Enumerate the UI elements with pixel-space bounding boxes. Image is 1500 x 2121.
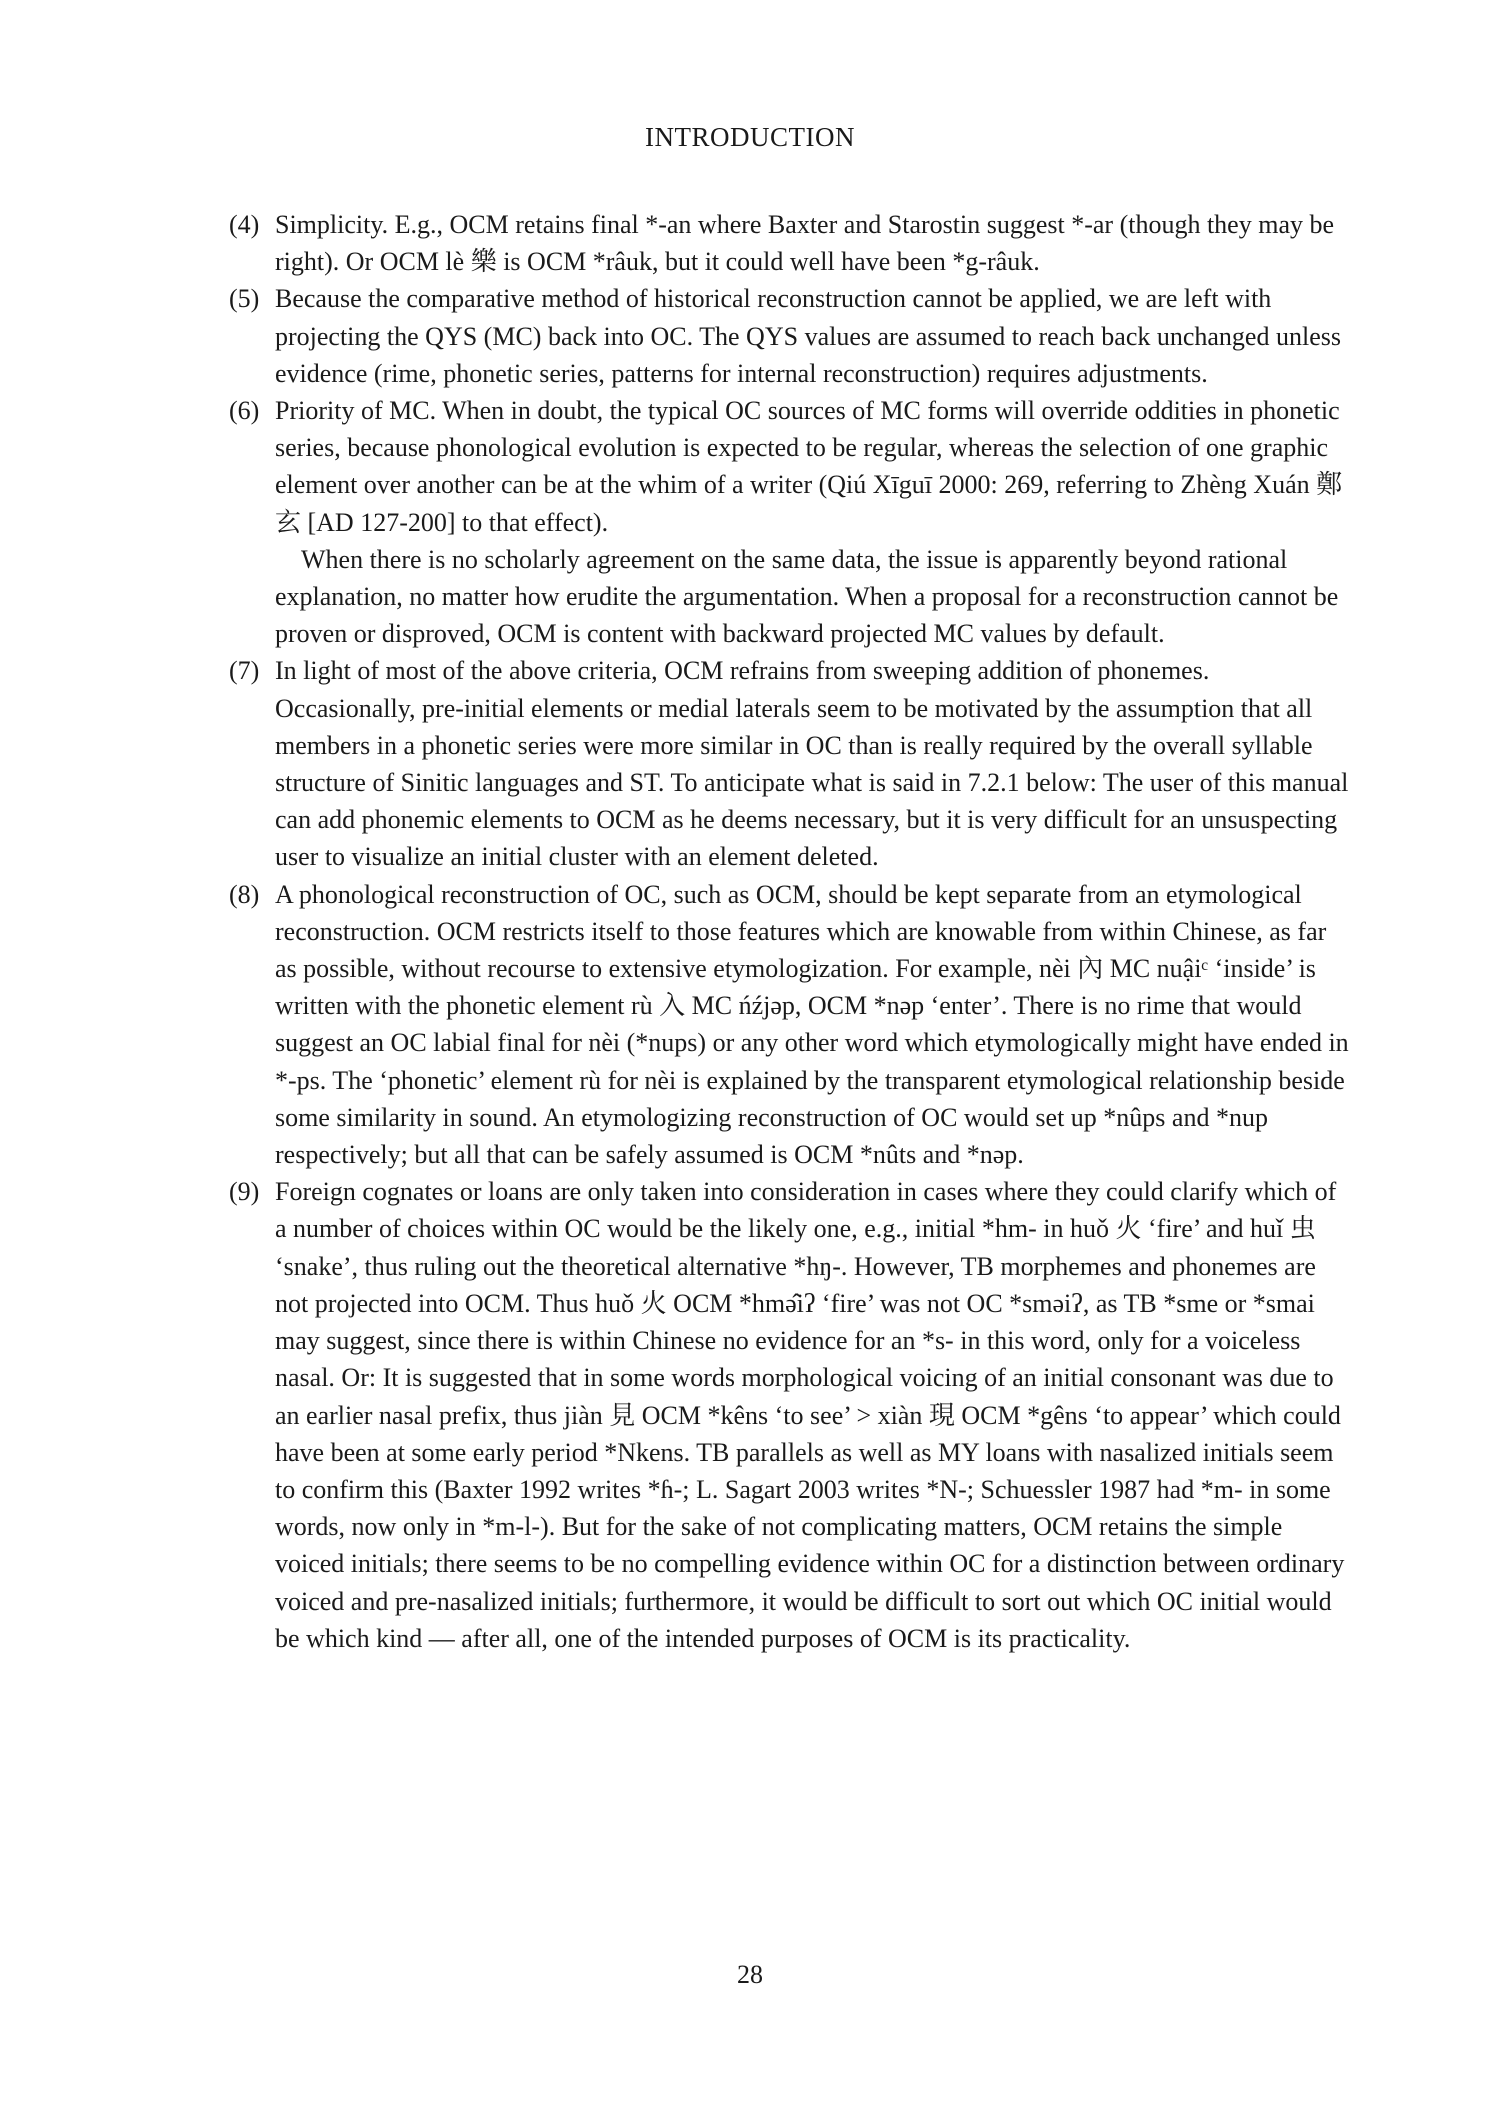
paragraph: In light of most of the above criteria, OCM refrains from sweeping addition of phonemes. Occasionally, pre-initial elements or medial laterals seem to be motivated by the assumption that all members in a phonetic series were more similar in OC than is really required by the overall syllable structure of Sinitic languages and ST. To anticipate what is said in 7.2.1 below: The user of this manual can add phonemic elements to OCM as he deems necessary, but it is very difficult for an unsuspecting user to visualize an initial cluster with an element deleted. [275,656,1349,872]
running-header: INTRODUCTION [645,122,855,152]
item-number: (8) [229,879,260,909]
item-number: (7) [229,656,260,686]
paragraph: Foreign cognates or loans are only taken into consideration in cases where they could clarify which of a number of choices within OC would be the likely one, e.g., initial *hm- in huǒ 火 ‘fire’ and huǐ 虫 ‘snake’, thus ruling out the theoretical alternative *hŋ-. However, TB morphemes and phonemes are not projected into OCM. Thus huǒ 火 OCM *hmə̂iʔ ‘fire’ was not OC *sməiʔ, as TB *sme or *smai may suggest, since there is within Chinese no evidence for an *s- in this word, only for a voiceless nasal. Or: It is suggested that in some words morphological voicing of an initial consonant was due to an earlier nasal prefix, thus jiàn 見 OCM *kêns ‘to see’ > xiàn 現 OCM *gêns ‘to appear’ which could have been at some early period *Nkens. TB parallels as well as MY loans with nasalized initials seem to confirm this (Baxter 1992 writes *ɦ-; L. Sagart 2003 writes *N-; Schuessler 1987 had *m- in some words, now only in *m-l-). But for the sake of not complicating matters, OCM retains the simple voiced initials; there seems to be no compelling evidence within OC for a distinction between ordinary voiced and pre-nasalized initials; furthermore, it would be difficult to sort out which OC initial would be which kind — after all, one of the intended purposes of OCM is its practicality. [275,1177,1345,1653]
criterion-6 [229,392,1349,652]
page-number: 28 [737,1960,763,1989]
paragraph: A phonological reconstruction of OC, such as OCM, should be kept separate from an etymological reconstruction. OCM restricts itself to those features which are knowable from within Chinese, as far as possible, without recourse to extensive etymologization. For example, nèi 內 MC nuậiᶜ ‘inside’ is written with the phonetic element rù 入 MC ńźjəp, OCM *nəp ‘enter’. There is no rime that would suggest an OC labial final for nèi (*nups) or any other word which etymologically might have ended in *-ps. The ‘phonetic’ element rù for nèi is explained by the transparent etymological relationship beside some similarity in sound. An etymologizing reconstruction of OC would set up *nûps and *nup respectively; but all that can be safely assumed is OCM *nûts and *nəp. [275,879,1349,1170]
paragraph: Priority of MC. When in doubt, the typical OC sources of MC forms will override oddities in phonetic series, because phonological evolution is expected to be regular, whereas the selection of one graphic element over another can be at the whim of a writer (Qiú Xīguī 2000: 269, referring to Zhèng Xuán 鄭玄 [AD 127-200] to that effect). [275,396,1343,537]
main-text [229,206,1349,1657]
paragraph: Simplicity. E.g., OCM retains final *-an where Baxter and Starostin suggest *-ar (though they may be right). Or OCM lè 樂 is OCM *râuk, but it could well have been *g-râuk. [275,210,1335,277]
item-number: (6) [229,396,260,426]
item-number: (5) [229,284,260,314]
paragraph: Because the comparative method of historical reconstruction cannot be applied, we are left with projecting the QYS (MC) back into OC. The QYS values are assumed to reach back unchanged unless evidence (rime, phonetic series, patterns for internal reconstruction) requires adjustments. [275,284,1341,388]
criterion-9 [229,1173,1349,1657]
item-number: (9) [229,1177,260,1207]
criterion-5 [229,280,1349,392]
item-number: (4) [229,210,260,239]
criterion-4 [229,206,1349,280]
paragraph-continued: When there is no scholarly agreement on the same data, the issue is apparently beyond rational explanation, no matter how erudite the argumentation. When a proposal for a reconstruction cannot be proven or disproved, OCM is content with backward projected MC values by default. [275,544,1339,649]
criterion-8 [229,876,1349,1174]
criterion-7 [229,652,1349,875]
